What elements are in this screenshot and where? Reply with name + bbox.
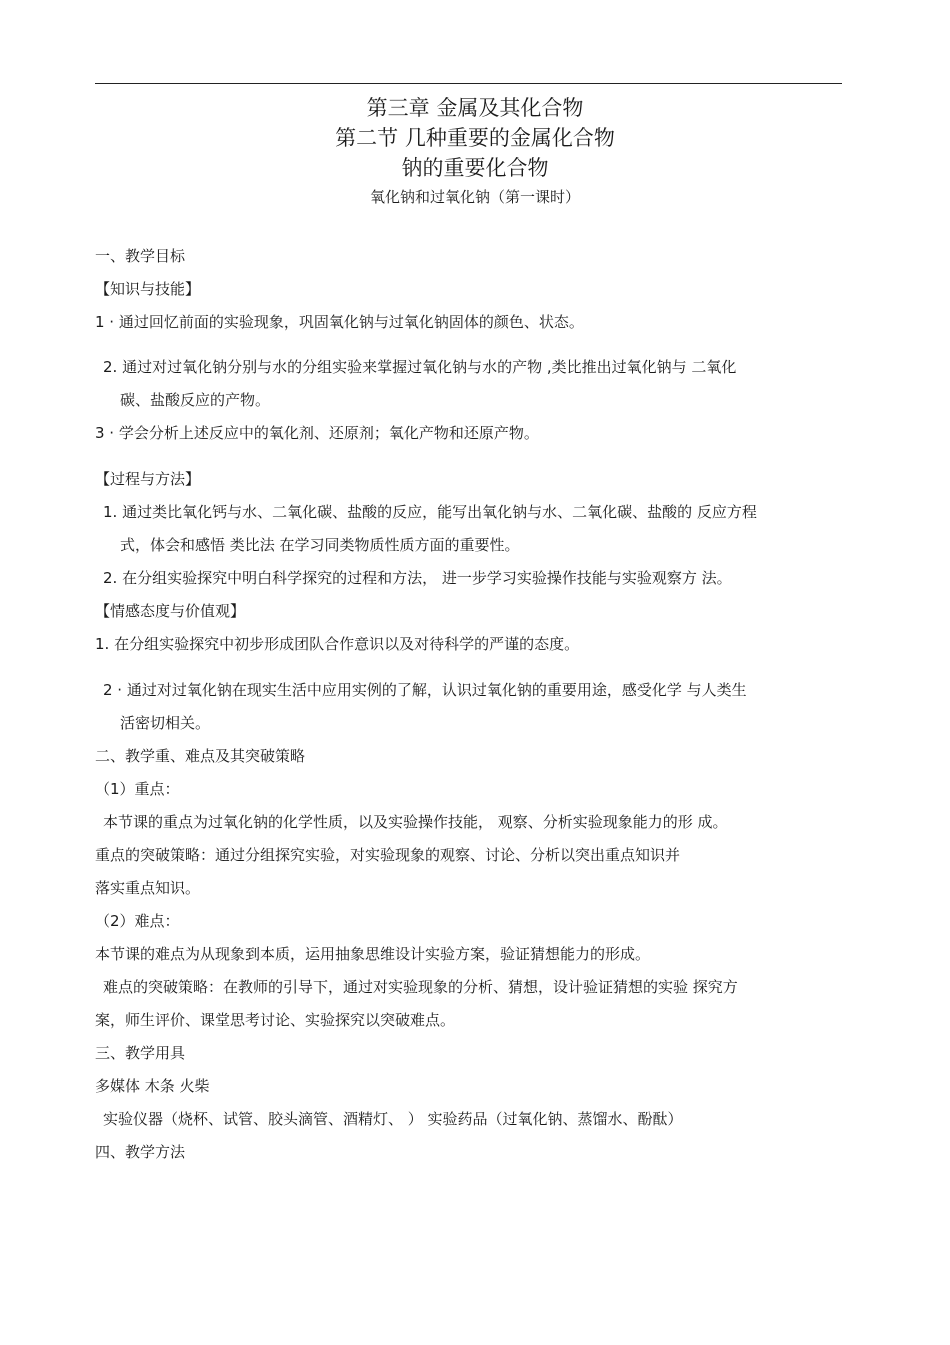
knowledge-item-3: 3 · 学会分析上述反应中的氧化剂、还原剂；氧化产物和还原产物。 bbox=[95, 424, 539, 442]
difficulty-text: 本节课的难点为从现象到本质，运用抽象思维设计实验方案，验证猜想能力的形成。 bbox=[95, 945, 651, 963]
top-rule bbox=[95, 83, 842, 84]
knowledge-item-2: 2. 通过对过氧化钠分别与水的分组实验来掌握过氧化钠与水的产物 ,类比推出过氧化钠与 二氧化 bbox=[103, 358, 737, 376]
process-item-2: 2. 在分组实验探究中明白科学探究的过程和方法， 进一步学习实验操作技能与实验观察方 法。 bbox=[103, 569, 732, 587]
tools-line-2: 实验仪器（烧杯、试管、胶头滴管、酒精灯、 ） 实验药品（过氧化钠、蒸馏水、酚酞） bbox=[103, 1110, 683, 1128]
subheading-key: （1）重点： bbox=[95, 780, 180, 798]
key-strategy-cont: 落实重点知识。 bbox=[95, 879, 201, 897]
process-item-1: 1. 通过类比氧化钙与水、二氧化碳、盐酸的反应，能写出氧化钠与水、二氧化碳、盐酸的 反应方程 bbox=[103, 503, 757, 521]
difficulty-strategy-text: 难点的突破策略：在教师的引导下，通过对实验现象的分析、猜想，设计验证猜想的实验 探究方 bbox=[103, 978, 738, 996]
chapter-title: 第三章 金属及其化合物 bbox=[366, 96, 584, 120]
heading-objectives: 一、教学目标 bbox=[95, 247, 186, 265]
knowledge-item-1: 1 · 通过回忆前面的实验现象，巩固氧化钠与过氧化钠固体的颜色、状态。 bbox=[95, 313, 584, 331]
difficulty-strategy-cont: 案，师生评价、课堂思考讨论、实验探究以突破难点。 bbox=[95, 1011, 456, 1029]
knowledge-item-2-cont: 碳、盐酸反应的产物。 bbox=[120, 391, 271, 409]
attitude-item-2: 2 · 通过对过氧化钠在现实生活中应用实例的了解，认识过氧化钠的重要用途，感受化学 与人类生 bbox=[103, 681, 747, 699]
heading-methods: 四、教学方法 bbox=[95, 1143, 186, 1161]
subheading-process: 【过程与方法】 bbox=[95, 470, 201, 488]
attitude-item-1: 1. 在分组实验探究中初步形成团队合作意识以及对待科学的严谨的态度。 bbox=[95, 635, 580, 653]
tools-line-1: 多媒体 木条 火柴 bbox=[95, 1077, 210, 1095]
lesson-subtitle: 氧化钠和过氧化钠（第一课时） bbox=[369, 188, 580, 206]
key-strategy-text: 重点的突破策略：通过分组探究实验，对实验现象的观察、讨论、分析以突出重点知识并 bbox=[95, 846, 681, 864]
heading-tools: 三、教学用具 bbox=[95, 1044, 186, 1062]
topic-title: 钠的重要化合物 bbox=[401, 156, 549, 180]
key-point-text: 本节课的重点为过氧化钠的化学性质，以及实验操作技能， 观察、分析实验现象能力的形 成。 bbox=[103, 813, 728, 831]
subheading-difficulty: （2）难点： bbox=[95, 912, 180, 930]
attitude-item-2-cont: 活密切相关。 bbox=[120, 714, 211, 732]
subheading-knowledge: 【知识与技能】 bbox=[95, 280, 201, 298]
section-title: 第二节 几种重要的金属化合物 bbox=[335, 126, 615, 150]
heading-key-points: 二、教学重、难点及其突破策略 bbox=[95, 747, 306, 765]
subheading-attitude: 【情感态度与价值观】 bbox=[95, 602, 246, 620]
process-item-1-cont: 式，体会和感悟 类比法 在学习同类物质性质方面的重要性。 bbox=[120, 536, 520, 554]
